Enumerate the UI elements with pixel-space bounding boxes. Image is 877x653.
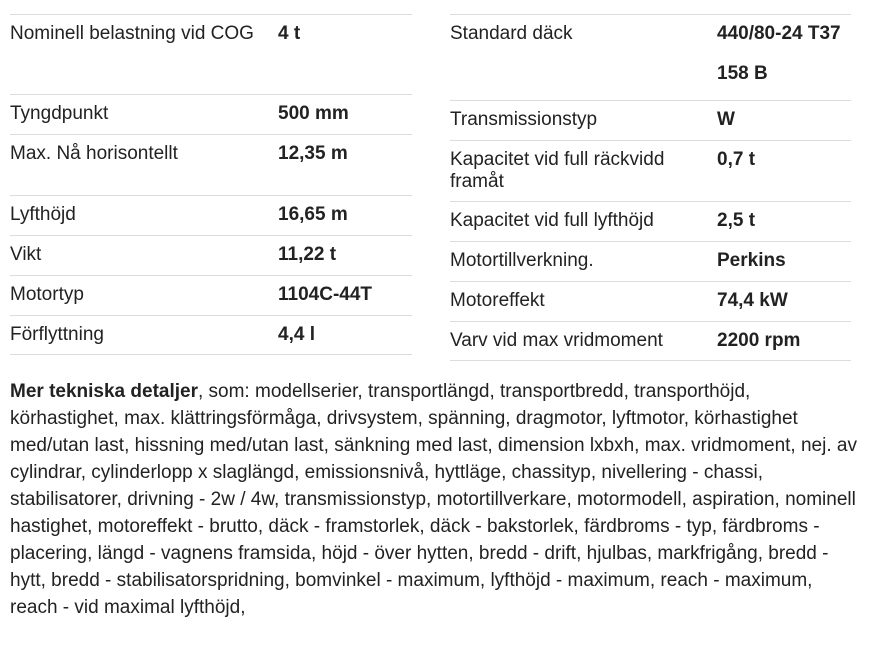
spec-row-kapacitet-lyfthojd [450, 201, 851, 241]
spec-label: Varv vid max vridmoment [450, 330, 663, 351]
spec-label: Vikt [10, 244, 42, 265]
spec-value: 12,35 m [278, 143, 348, 164]
spec-value: 1104C-44T [278, 284, 373, 305]
specs-right-column [450, 14, 851, 361]
spec-label: Standard däck [450, 23, 573, 44]
spec-row-lyfthojd [10, 195, 412, 235]
spec-row-motortillverkning [450, 241, 851, 281]
spec-label: Tyngdpunkt [10, 103, 109, 124]
spec-row-nominell-belastning [10, 14, 412, 54]
spec-row-kapacitet-rackvidd [450, 140, 851, 201]
spec-value: 0,7 t [717, 149, 756, 170]
spec-row-tyngdpunkt [10, 94, 412, 134]
more-technical-details [10, 378, 860, 621]
spec-label: Lyfthöjd [10, 204, 76, 225]
spec-value: 11,22 t [278, 244, 337, 265]
spec-row-forflyttning [10, 315, 412, 355]
spec-row-standard-dack [450, 14, 851, 100]
spec-label: Kapacitet vid full räckvidd framåt [450, 149, 665, 192]
spec-value: Perkins [717, 250, 786, 271]
spec-value: 2,5 t [717, 210, 756, 231]
spec-value: W [717, 109, 735, 130]
spec-value: 16,65 m [278, 204, 348, 225]
spec-value: 500 mm [278, 103, 349, 124]
spec-row-max-na [10, 134, 412, 195]
spec-label: Max. Nå horisontellt [10, 143, 178, 164]
spec-row-varv [450, 321, 851, 361]
spec-label: Motoreffekt [450, 290, 545, 311]
spec-label: Kapacitet vid full lyfthöjd [450, 210, 654, 231]
spec-value: 440/80-24 T37 158 B [717, 23, 841, 84]
spec-row-motortyp [10, 275, 412, 315]
spec-label: Transmissionstyp [450, 109, 598, 130]
spec-value: 4 t [278, 23, 301, 44]
spec-value: 4,4 l [278, 324, 315, 345]
spec-row-motoreffekt [450, 281, 851, 321]
spec-row-vikt [10, 235, 412, 275]
spec-label: Nominell belastning vid COG [10, 23, 254, 44]
spec-label: Motortillverkning. [450, 250, 594, 271]
specs-left-column [10, 14, 412, 355]
spec-label: Förflyttning [10, 324, 104, 345]
spec-label: Motortyp [10, 284, 84, 305]
more-details-text: , som: modellserier, transportlängd, transportbredd, transporthöjd, körhastighet, max. klättringsförmåga, drivsystem, spänning, dragmotor, lyftmotor, körhastighet med/utan last, hissning med/utan last, sänkning med last, dimension lxbxh, max. vridmoment, nej. av cylindrar, cylinderlopp x slaglängd, emissionsnivå, hyttläge, chassityp, nivellering - chassi, stabilisatorer, drivning - 2w / 4w, transmissionstyp, motortillverkare, motormodell, aspiration, nominell hastighet, motoreffekt - brutto, däck - framstorlek, däck - bakstorlek, färdbroms - typ, färdbroms - placering, längd - vagnens framsida, höjd - över hytten, bredd - drift, hjulbas, markfrigång, bredd - hytt, bredd - stabilisatorspridning, bomvinkel - maximum, lyfthöjd - maximum, reach - maximum, reach - vid maximal lyfthöjd, [10, 381, 857, 618]
spec-value: 74,4 kW [717, 290, 788, 311]
spec-value: 2200 rpm [717, 330, 801, 351]
more-details-heading: Mer tekniska detaljer [10, 381, 198, 402]
spec-row-transmissionstyp [450, 100, 851, 140]
